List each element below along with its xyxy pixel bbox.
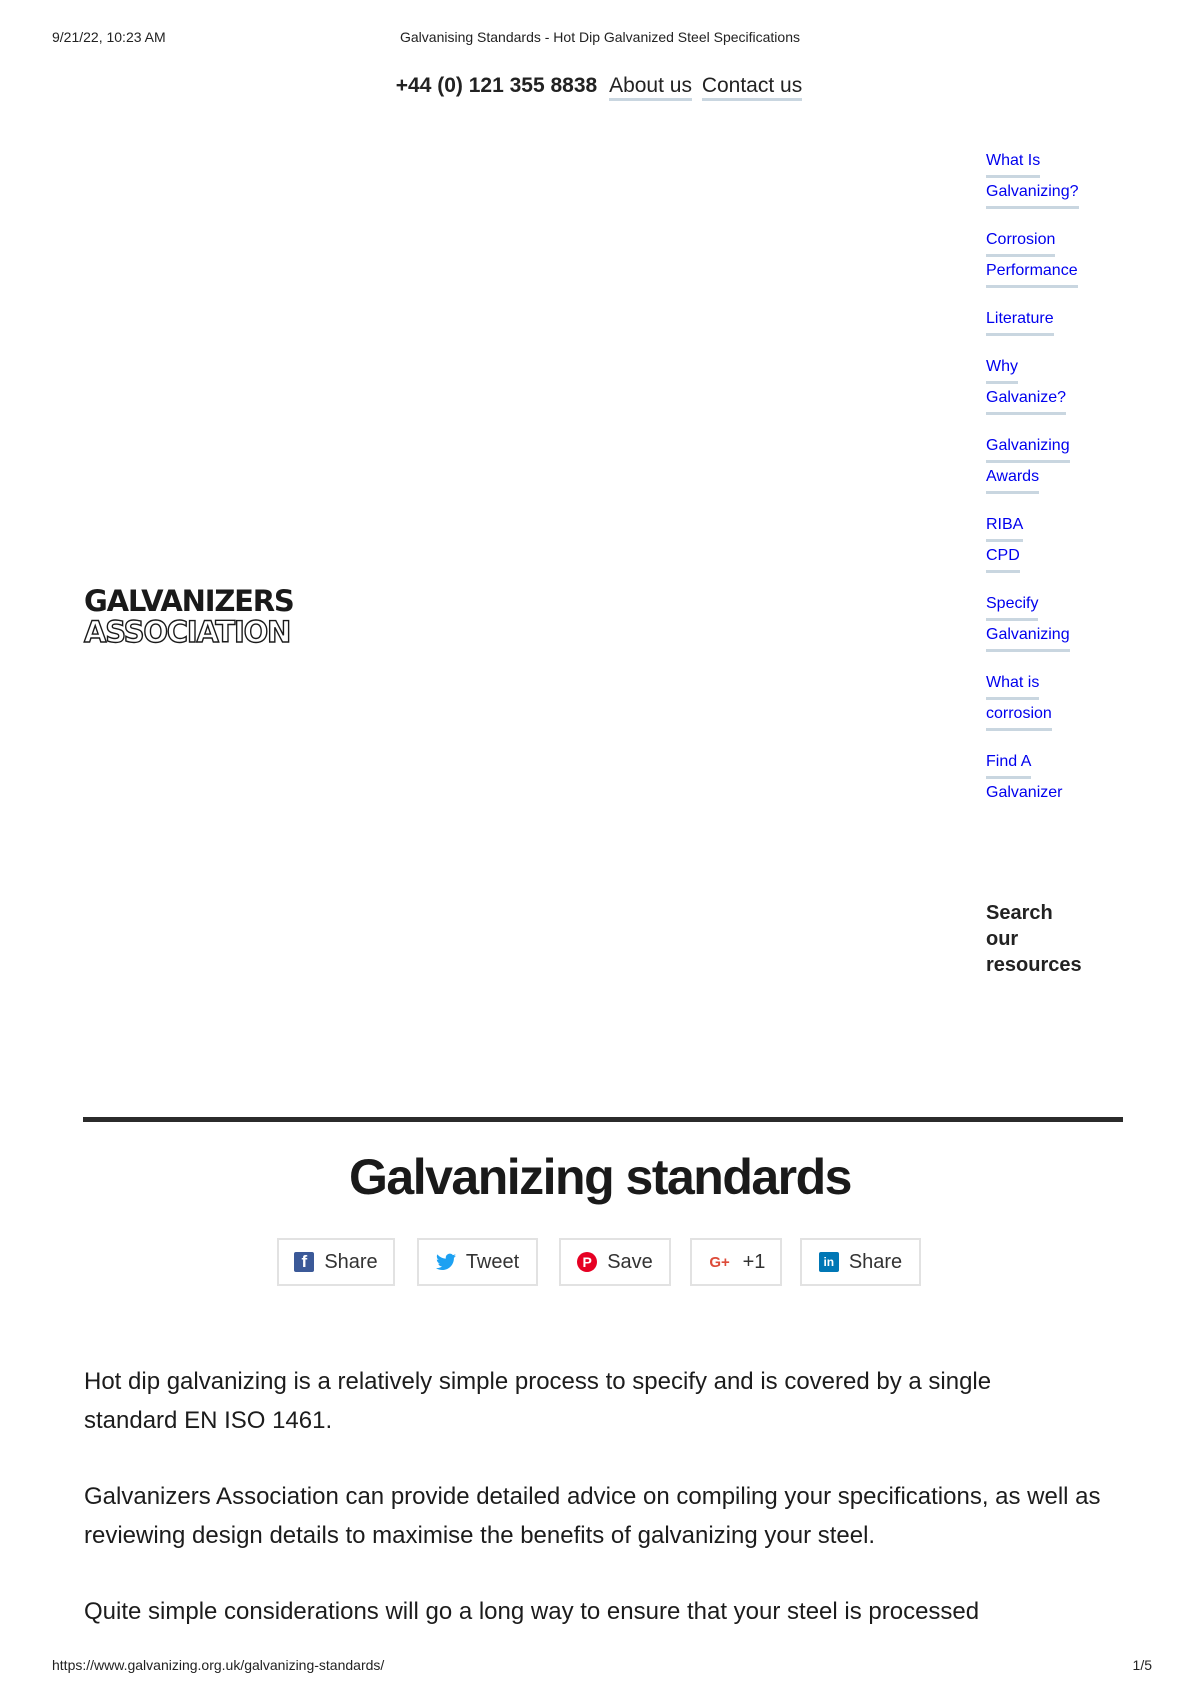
nav-item-specify-galvanizing[interactable]: [986, 590, 1186, 652]
print-datetime: 9/21/22, 10:23 AM: [52, 29, 166, 45]
linkedin-share-label: Share: [848, 1250, 903, 1273]
nav-item-label: What Is: [986, 147, 1040, 178]
nav-item-label: Performance: [986, 257, 1078, 288]
facebook-icon: f: [294, 1252, 314, 1272]
about-us-link[interactable]: About us: [609, 74, 692, 101]
twitter-tweet-button[interactable]: [417, 1238, 538, 1286]
print-url: https://www.galvanizing.org.uk/galvanizing-standards/: [52, 1657, 385, 1673]
nav-item-what-is-galvanizing[interactable]: [986, 147, 1186, 209]
twitter-icon: [436, 1252, 456, 1272]
pinterest-save-button[interactable]: [559, 1238, 671, 1286]
nav-item-riba-cpd[interactable]: [986, 511, 1186, 573]
phone-number[interactable]: +44 (0) 121 355 8838: [395, 74, 598, 97]
googleplus-label: +1: [742, 1250, 766, 1273]
nav-item-label: Galvanize?: [986, 384, 1066, 415]
logo-text-line1: GALVANIZERS: [84, 584, 294, 618]
pinterest-save-label: Save: [607, 1250, 653, 1273]
main-navigation: [986, 147, 1186, 824]
galvanizers-association-logo[interactable]: [84, 586, 324, 648]
article-body: [84, 1362, 1124, 1668]
share-buttons: [0, 1238, 1200, 1286]
nav-item-label: Galvanizing?: [986, 178, 1079, 209]
googleplus-button[interactable]: [690, 1238, 782, 1286]
paragraph-intro: Hot dip galvanizing is a relatively simple process to specify and is covered by a single standard EN ISO 1461.: [84, 1368, 992, 1434]
nav-item-label: Galvanizer: [986, 784, 1063, 801]
search-line3: resources: [986, 954, 1082, 976]
nav-item-label: What is: [986, 669, 1039, 700]
nav-item-corrosion-performance[interactable]: [986, 226, 1186, 288]
nav-item-why-galvanize[interactable]: [986, 353, 1186, 415]
nav-item-what-is-corrosion[interactable]: [986, 669, 1186, 731]
nav-item-label: Galvanizing: [986, 432, 1070, 463]
google-plus-icon: G+: [709, 1253, 730, 1271]
nav-item-label: Find A: [986, 748, 1031, 779]
search-resources-link[interactable]: [986, 900, 1106, 978]
paragraph-advice: Galvanizers Association can provide detailed advice on compiling your specifications, as well as reviewing design details to maximise the benefits of galvanizing your steel.: [84, 1483, 1101, 1549]
logo-text-line2: ASSOCIATION: [84, 615, 291, 649]
nav-item-label: CPD: [986, 542, 1020, 573]
search-line2: our: [986, 928, 1019, 950]
facebook-share-label: Share: [324, 1250, 378, 1273]
pinterest-icon: P: [577, 1252, 597, 1272]
nav-item-label: Awards: [986, 463, 1039, 494]
nav-item-label: Corrosion: [986, 226, 1055, 257]
top-contact-bar: [0, 74, 1200, 98]
page-title: Galvanizing standards: [349, 1149, 851, 1205]
nav-item-label: Why: [986, 353, 1018, 384]
twitter-tweet-label: Tweet: [465, 1250, 520, 1273]
paragraph-considerations: Quite simple considerations will go a long way to ensure that your steel is processed: [84, 1598, 980, 1625]
section-divider: [83, 1117, 1123, 1122]
print-header: [0, 29, 1200, 49]
nav-item-label: Galvanizing: [986, 621, 1070, 652]
print-page-number: 1/5: [1132, 1657, 1152, 1673]
nav-item-find-a-galvanizer[interactable]: [986, 748, 1186, 807]
nav-item-label: corrosion: [986, 700, 1052, 731]
nav-item-label: Specify: [986, 590, 1038, 621]
search-line1: Search: [986, 902, 1053, 924]
linkedin-share-button[interactable]: [800, 1238, 921, 1286]
nav-item-label: Literature: [986, 305, 1054, 336]
print-title: Galvanising Standards - Hot Dip Galvanized Steel Specifications: [400, 29, 800, 45]
nav-item-literature[interactable]: [986, 305, 1186, 336]
contact-us-link[interactable]: Contact us: [702, 74, 802, 101]
facebook-share-button[interactable]: [277, 1238, 395, 1286]
nav-item-label: RIBA: [986, 511, 1023, 542]
linkedin-icon: in: [819, 1252, 839, 1272]
nav-item-galvanizing-awards[interactable]: [986, 432, 1186, 494]
